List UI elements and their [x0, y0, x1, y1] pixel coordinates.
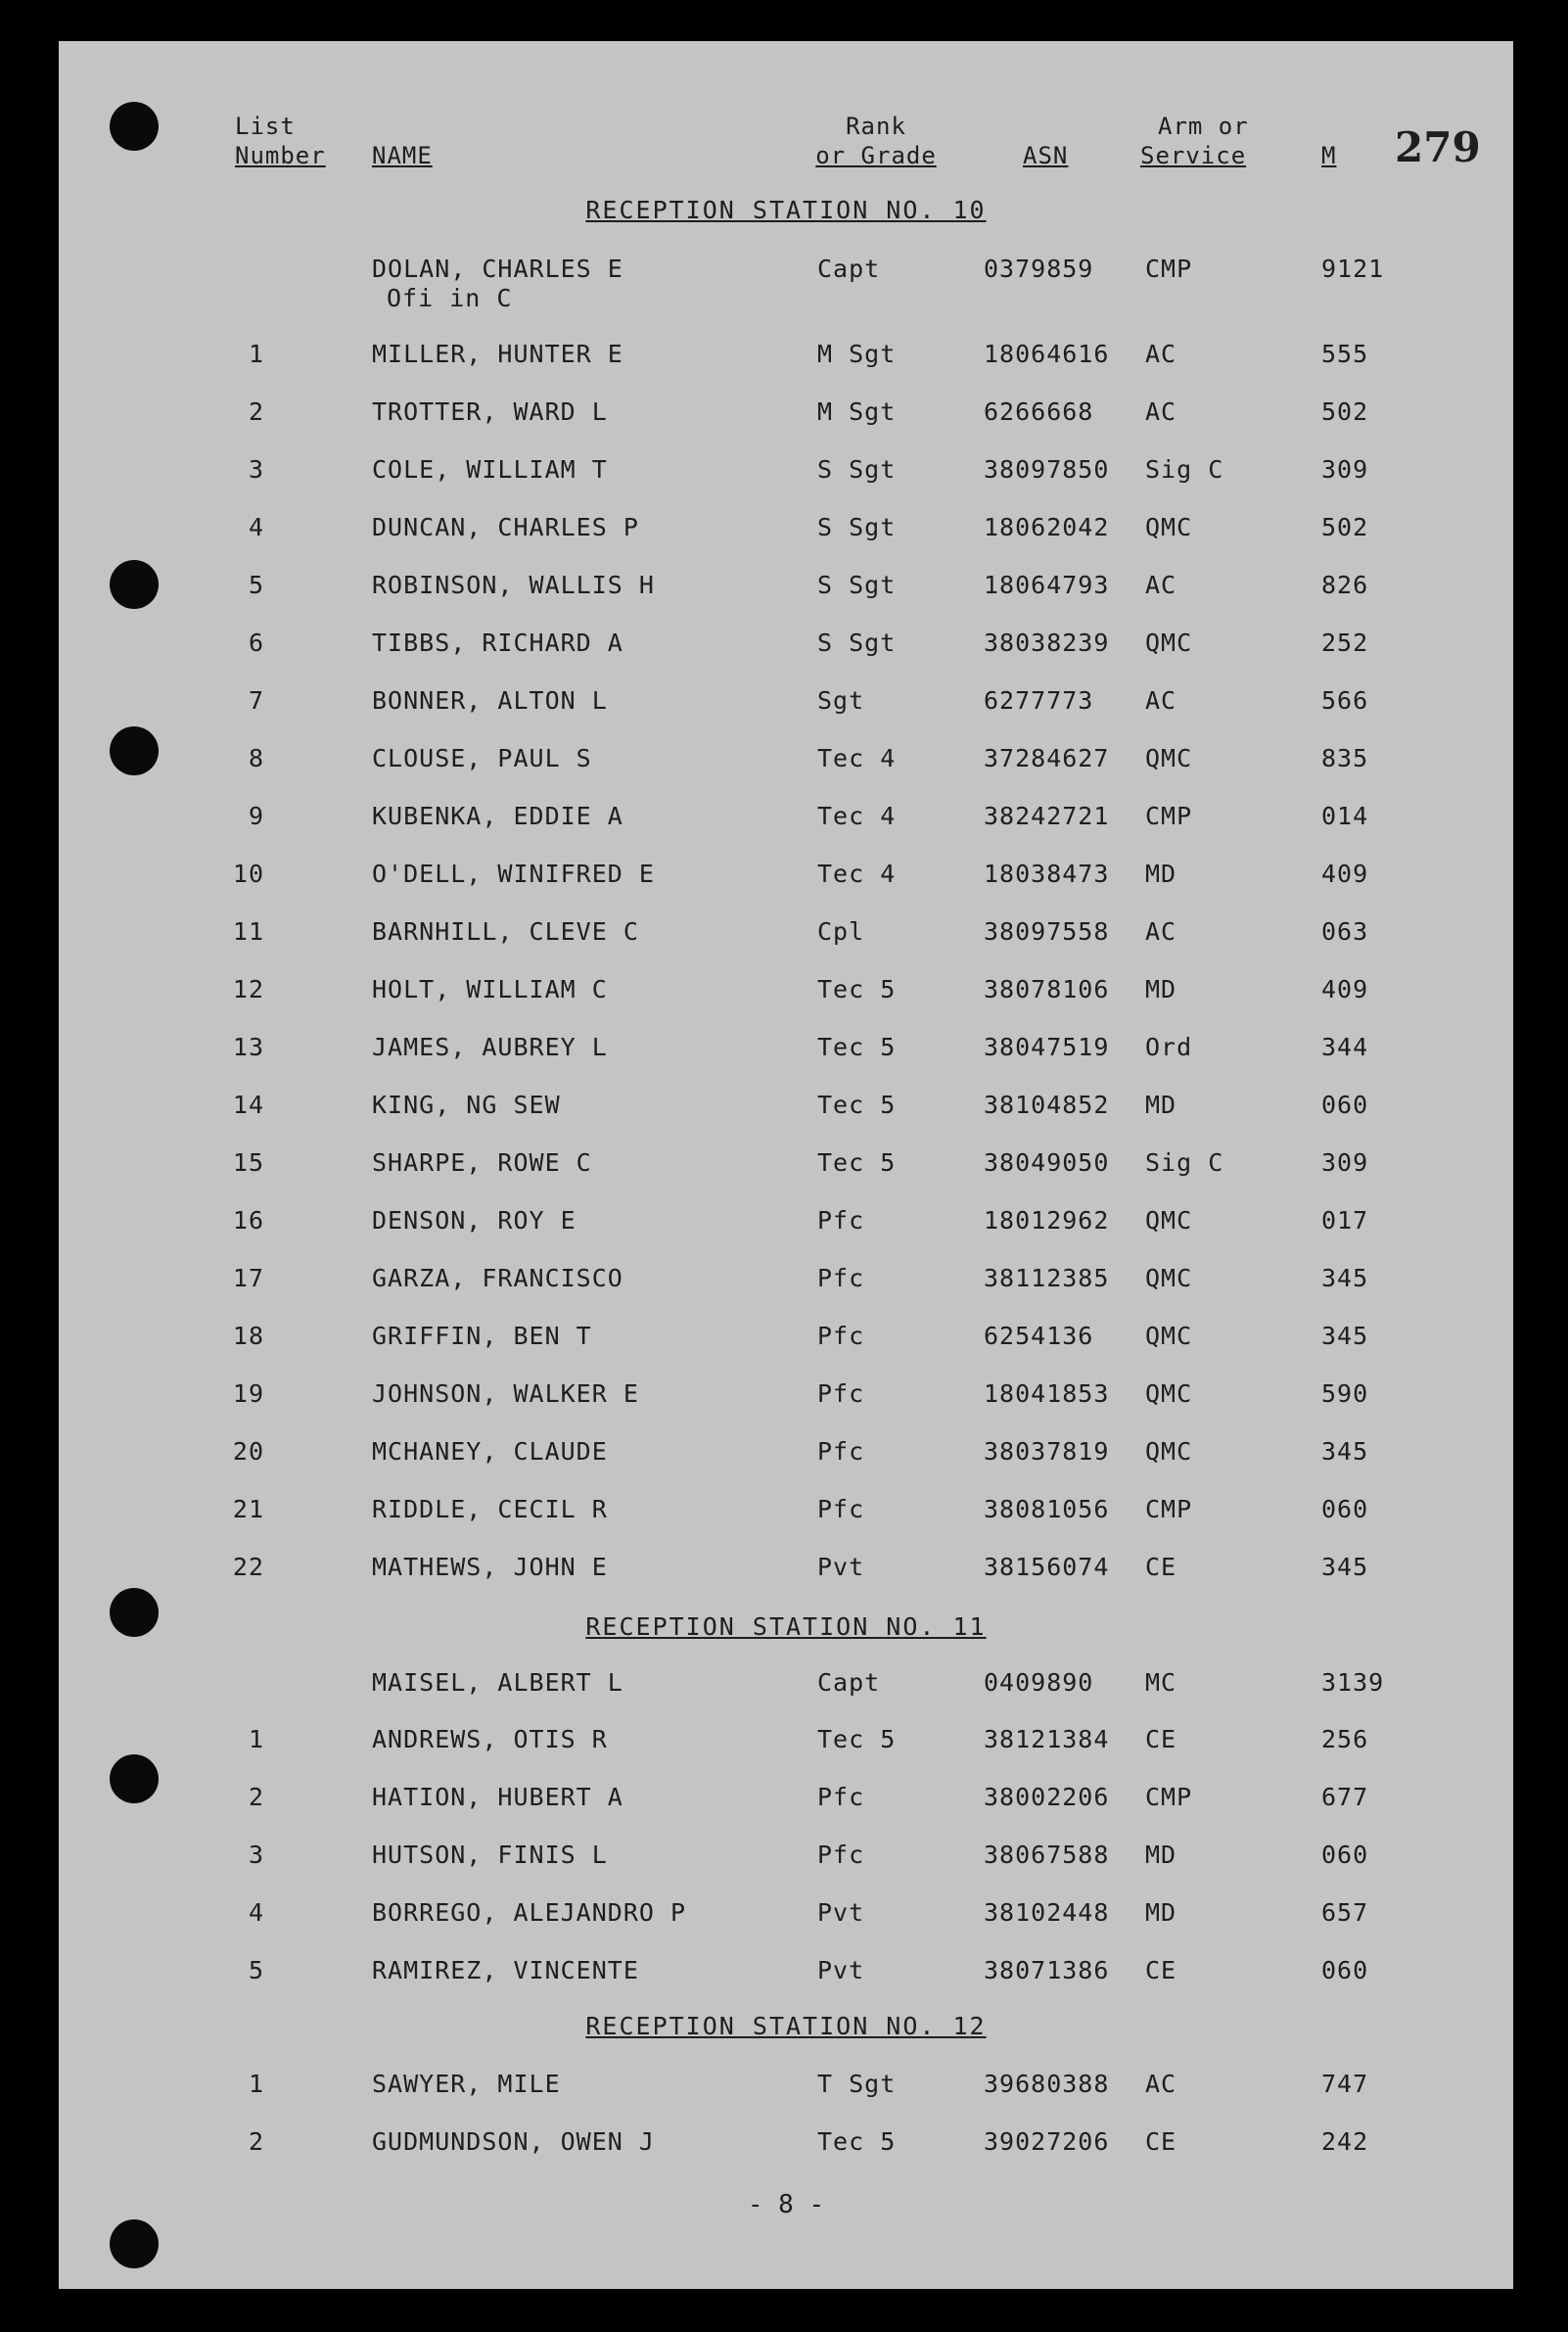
row-arm: QMC [1145, 629, 1193, 657]
table-row [59, 802, 1513, 841]
row-name: BARNHILL, CLEVE C [372, 917, 639, 946]
row-grade: Pfc [817, 1783, 865, 1811]
row-asn: 38156074 [984, 1553, 1110, 1581]
row-arm: MD [1145, 975, 1177, 1003]
row-number: 2 [248, 1783, 264, 1811]
table-row [59, 1783, 1513, 1822]
row-grade: T Sgt [817, 2070, 897, 2098]
row-grade: M Sgt [817, 397, 897, 426]
row-asn: 38104852 [984, 1091, 1110, 1119]
header-asn: ASN [1023, 142, 1069, 169]
row-grade: S Sgt [817, 455, 897, 484]
row-number: 22 [232, 1553, 264, 1581]
officer-arm: CMP [1145, 255, 1193, 283]
row-name: HOLT, WILLIAM C [372, 975, 608, 1003]
row-name: GARZA, FRANCISCO [372, 1264, 623, 1292]
row-mos: 345 [1321, 1437, 1369, 1466]
table-row [59, 397, 1513, 437]
row-name: ANDREWS, OTIS R [372, 1725, 608, 1753]
header-arm-line2: Service [1140, 142, 1247, 169]
table-row [59, 686, 1513, 725]
officer-name: DOLAN, CHARLES E [372, 255, 623, 283]
row-arm: CE [1145, 1725, 1177, 1753]
row-mos: 502 [1321, 513, 1369, 541]
row-grade: Tec 5 [817, 1148, 897, 1177]
row-arm: QMC [1145, 1379, 1193, 1408]
row-number: 6 [248, 629, 264, 657]
officer-note: Ofi in C [387, 284, 513, 312]
row-grade: Tec 4 [817, 744, 897, 772]
row-arm: CMP [1145, 1783, 1193, 1811]
row-grade: Tec 5 [817, 2127, 897, 2156]
row-mos: 344 [1321, 1033, 1369, 1061]
row-mos: 409 [1321, 860, 1369, 888]
row-mos: 060 [1321, 1956, 1369, 1984]
row-number: 5 [248, 1956, 264, 1984]
row-number: 4 [248, 513, 264, 541]
header-arm-line1: Arm or [1158, 113, 1249, 140]
row-asn: 6254136 [984, 1322, 1094, 1350]
row-mos: 256 [1321, 1725, 1369, 1753]
table-row [59, 1898, 1513, 1937]
table-row [59, 513, 1513, 552]
row-arm: AC [1145, 2070, 1177, 2098]
row-grade: Tec 5 [817, 1033, 897, 1061]
row-grade: Pvt [817, 1898, 865, 1927]
row-grade: Pfc [817, 1495, 865, 1523]
header-rank [788, 112, 964, 170]
row-mos: 555 [1321, 340, 1369, 368]
officer-row [59, 255, 1513, 294]
row-grade: Cpl [817, 917, 865, 946]
row-arm: Sig C [1145, 1148, 1224, 1177]
row-number: 10 [232, 860, 264, 888]
row-number: 9 [248, 802, 264, 830]
table-row [59, 744, 1513, 783]
table-row [59, 629, 1513, 668]
table-row [59, 1553, 1513, 1592]
header-list-line1: List [235, 113, 296, 140]
row-name: SHARPE, ROWE C [372, 1148, 592, 1177]
row-asn: 38242721 [984, 802, 1110, 830]
row-grade: S Sgt [817, 571, 897, 599]
row-arm: AC [1145, 917, 1177, 946]
row-grade: Pfc [817, 1437, 865, 1466]
row-name: KUBENKA, EDDIE A [372, 802, 623, 830]
officer-name: MAISEL, ALBERT L [372, 1668, 623, 1697]
row-asn: 38097850 [984, 455, 1110, 484]
row-asn: 38071386 [984, 1956, 1110, 1984]
table-row [59, 1206, 1513, 1245]
header-list-number [235, 112, 326, 170]
row-grade: Pfc [817, 1206, 865, 1235]
row-name: KING, NG SEW [372, 1091, 561, 1119]
row-number: 12 [232, 975, 264, 1003]
table-row [59, 1033, 1513, 1072]
row-mos: 242 [1321, 2127, 1369, 2156]
row-name: CLOUSE, PAUL S [372, 744, 592, 772]
row-mos: 060 [1321, 1495, 1369, 1523]
row-mos: 345 [1321, 1264, 1369, 1292]
row-asn: 6277773 [984, 686, 1094, 715]
row-number: 8 [248, 744, 264, 772]
header-mos: M [1321, 142, 1337, 169]
row-asn: 38037819 [984, 1437, 1110, 1466]
row-number: 20 [232, 1437, 264, 1466]
row-asn: 18038473 [984, 860, 1110, 888]
row-arm: AC [1145, 397, 1177, 426]
row-name: JOHNSON, WALKER E [372, 1379, 639, 1408]
row-arm: QMC [1145, 1206, 1193, 1235]
row-arm: Sig C [1145, 455, 1224, 484]
row-name: MCHANEY, CLAUDE [372, 1437, 608, 1466]
punch-hole-icon [110, 2219, 159, 2268]
row-grade: Pfc [817, 1841, 865, 1869]
row-number: 2 [248, 397, 264, 426]
row-number: 1 [248, 1725, 264, 1753]
row-asn: 6266668 [984, 397, 1094, 426]
row-grade: Tec 4 [817, 802, 897, 830]
row-mos: 657 [1321, 1898, 1369, 1927]
row-mos: 747 [1321, 2070, 1369, 2098]
officer-mos: 3139 [1321, 1668, 1385, 1697]
row-mos: 677 [1321, 1783, 1369, 1811]
officer-grade: Capt [817, 255, 881, 283]
row-asn: 39027206 [984, 2127, 1110, 2156]
officer-arm: MC [1145, 1668, 1177, 1697]
row-mos: 835 [1321, 744, 1369, 772]
row-name: HUTSON, FINIS L [372, 1841, 608, 1869]
row-name: COLE, WILLIAM T [372, 455, 608, 484]
row-name: JAMES, AUBREY L [372, 1033, 608, 1061]
row-grade: Tec 5 [817, 1091, 897, 1119]
row-arm: AC [1145, 686, 1177, 715]
row-arm: CE [1145, 1956, 1177, 1984]
row-asn: 18062042 [984, 513, 1110, 541]
row-number: 14 [232, 1091, 264, 1119]
row-number: 1 [248, 340, 264, 368]
row-asn: 18064793 [984, 571, 1110, 599]
table-row [59, 917, 1513, 956]
row-name: GUDMUNDSON, OWEN J [372, 2127, 655, 2156]
row-name: BORREGO, ALEJANDRO P [372, 1898, 687, 1927]
row-asn: 37284627 [984, 744, 1110, 772]
row-mos: 060 [1321, 1091, 1369, 1119]
row-name: DUNCAN, CHARLES P [372, 513, 639, 541]
row-number: 5 [248, 571, 264, 599]
row-grade: Pfc [817, 1379, 865, 1408]
row-grade: Pvt [817, 1956, 865, 1984]
row-asn: 18064616 [984, 340, 1110, 368]
row-number: 4 [248, 1898, 264, 1927]
officer-grade: Capt [817, 1668, 881, 1697]
row-number: 13 [232, 1033, 264, 1061]
row-name: TROTTER, WARD L [372, 397, 608, 426]
row-mos: 309 [1321, 1148, 1369, 1177]
row-arm: MD [1145, 1898, 1177, 1927]
row-asn: 18012962 [984, 1206, 1110, 1235]
row-grade: Sgt [817, 686, 865, 715]
row-mos: 017 [1321, 1206, 1369, 1235]
table-row [59, 1725, 1513, 1764]
row-number: 18 [232, 1322, 264, 1350]
row-name: O'DELL, WINIFRED E [372, 860, 655, 888]
row-mos: 309 [1321, 455, 1369, 484]
row-grade: Pvt [817, 1553, 865, 1581]
row-mos: 060 [1321, 1841, 1369, 1869]
row-number: 1 [248, 2070, 264, 2098]
row-number: 21 [232, 1495, 264, 1523]
row-grade: Tec 4 [817, 860, 897, 888]
row-arm: MD [1145, 1841, 1177, 1869]
row-asn: 39680388 [984, 2070, 1110, 2098]
row-name: TIBBS, RICHARD A [372, 629, 623, 657]
row-arm: QMC [1145, 1437, 1193, 1466]
row-number: 15 [232, 1148, 264, 1177]
page-number: 279 [1395, 123, 1481, 171]
row-arm: AC [1145, 571, 1177, 599]
row-number: 2 [248, 2127, 264, 2156]
row-arm: QMC [1145, 744, 1193, 772]
row-grade: S Sgt [817, 513, 897, 541]
row-name: HATION, HUBERT A [372, 1783, 623, 1811]
row-mos: 566 [1321, 686, 1369, 715]
row-asn: 38002206 [984, 1783, 1110, 1811]
header-rank-line2: or Grade [815, 142, 937, 169]
row-mos: 590 [1321, 1379, 1369, 1408]
row-name: GRIFFIN, BEN T [372, 1322, 592, 1350]
row-mos: 063 [1321, 917, 1369, 946]
row-mos: 345 [1321, 1322, 1369, 1350]
table-row [59, 860, 1513, 899]
row-arm: QMC [1145, 513, 1193, 541]
row-asn: 38078106 [984, 975, 1110, 1003]
row-name: SAWYER, MILE [372, 2070, 561, 2098]
table-row [59, 1322, 1513, 1361]
row-number: 3 [248, 455, 264, 484]
row-name: MILLER, HUNTER E [372, 340, 623, 368]
officer-asn: 0379859 [984, 255, 1094, 283]
table-row [59, 1264, 1513, 1303]
section-title: RECEPTION STATION NO. 11 [585, 1612, 987, 1641]
row-arm: CE [1145, 1553, 1177, 1581]
row-grade: Tec 5 [817, 1725, 897, 1753]
row-arm: Ord [1145, 1033, 1193, 1061]
row-asn: 38049050 [984, 1148, 1110, 1177]
row-grade: Pfc [817, 1264, 865, 1292]
officer-mos: 9121 [1321, 255, 1385, 283]
row-arm: MD [1145, 860, 1177, 888]
header-list-line2: Number [235, 142, 326, 169]
row-number: 11 [232, 917, 264, 946]
row-arm: QMC [1145, 1322, 1193, 1350]
table-row [59, 455, 1513, 494]
table-row [59, 340, 1513, 379]
row-asn: 38121384 [984, 1725, 1110, 1753]
row-asn: 38112385 [984, 1264, 1110, 1292]
row-asn: 38038239 [984, 629, 1110, 657]
page-footer: - 8 - [747, 2190, 825, 2219]
row-name: RIDDLE, CECIL R [372, 1495, 608, 1523]
officer-asn: 0409890 [984, 1668, 1094, 1697]
table-row [59, 1841, 1513, 1880]
table-row [59, 1379, 1513, 1419]
row-grade: Pfc [817, 1322, 865, 1350]
document-page [59, 41, 1513, 2289]
table-row [59, 1956, 1513, 1995]
row-asn: 38097558 [984, 917, 1110, 946]
row-mos: 826 [1321, 571, 1369, 599]
table-row [59, 571, 1513, 610]
header-arm [1140, 112, 1249, 170]
row-grade: M Sgt [817, 340, 897, 368]
row-asn: 38081056 [984, 1495, 1110, 1523]
table-row [59, 1495, 1513, 1534]
row-name: ROBINSON, WALLIS H [372, 571, 655, 599]
row-mos: 345 [1321, 1553, 1369, 1581]
row-arm: MD [1145, 1091, 1177, 1119]
section-title: RECEPTION STATION NO. 12 [585, 2012, 987, 2040]
table-row [59, 1091, 1513, 1130]
row-name: DENSON, ROY E [372, 1206, 576, 1235]
row-grade: Tec 5 [817, 975, 897, 1003]
row-asn: 38102448 [984, 1898, 1110, 1927]
section-title: RECEPTION STATION NO. 10 [585, 196, 987, 224]
row-arm: QMC [1145, 1264, 1193, 1292]
row-mos: 014 [1321, 802, 1369, 830]
row-mos: 252 [1321, 629, 1369, 657]
row-mos: 502 [1321, 397, 1369, 426]
header-name: NAME [372, 142, 433, 169]
row-number: 7 [248, 686, 264, 715]
row-arm: AC [1145, 340, 1177, 368]
row-arm: CE [1145, 2127, 1177, 2156]
punch-hole-icon [110, 102, 159, 151]
row-number: 19 [232, 1379, 264, 1408]
table-row [59, 975, 1513, 1014]
row-number: 3 [248, 1841, 264, 1869]
row-number: 16 [232, 1206, 264, 1235]
row-asn: 38047519 [984, 1033, 1110, 1061]
row-name: MATHEWS, JOHN E [372, 1553, 608, 1581]
row-arm: CMP [1145, 1495, 1193, 1523]
header-rank-line1: Rank [846, 113, 906, 140]
row-name: RAMIREZ, VINCENTE [372, 1956, 639, 1984]
row-name: BONNER, ALTON L [372, 686, 608, 715]
row-grade: S Sgt [817, 629, 897, 657]
table-row [59, 1437, 1513, 1476]
table-row [59, 1148, 1513, 1188]
row-arm: CMP [1145, 802, 1193, 830]
row-asn: 38067588 [984, 1841, 1110, 1869]
row-number: 17 [232, 1264, 264, 1292]
row-mos: 409 [1321, 975, 1369, 1003]
table-row [59, 2127, 1513, 2167]
row-asn: 18041853 [984, 1379, 1110, 1408]
table-row [59, 2070, 1513, 2109]
officer-row [59, 1668, 1513, 1707]
